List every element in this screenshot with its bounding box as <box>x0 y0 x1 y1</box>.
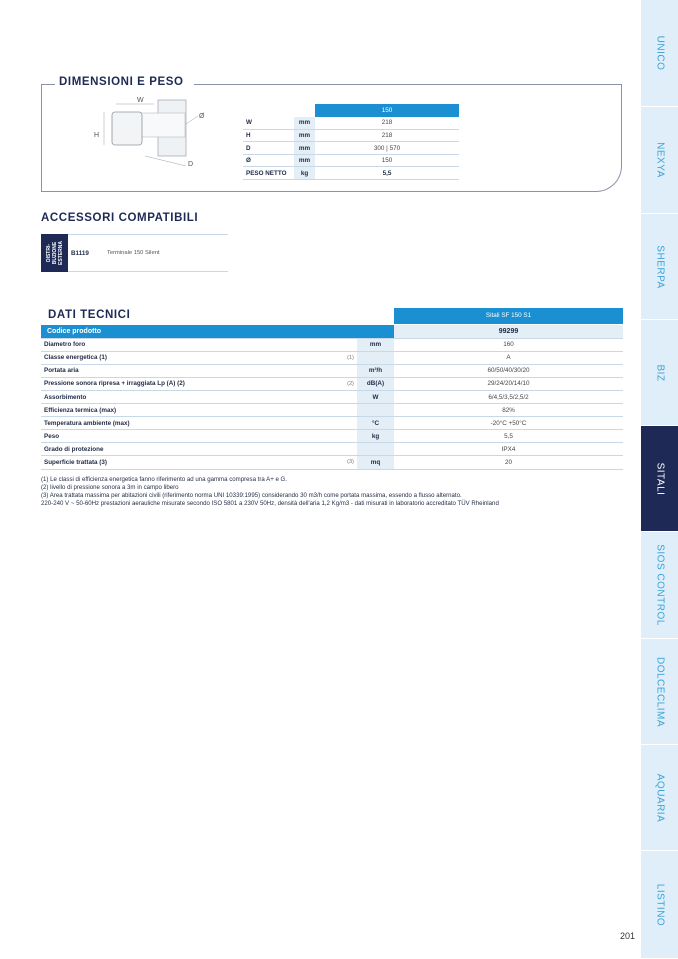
table-row: Ø mm 150 <box>243 154 459 167</box>
table-row: Portata aria m³/h 60/50/40/30/20 <box>41 364 623 377</box>
product-code-row: Codice prodotto 99299 <box>41 325 623 338</box>
frame-line <box>41 84 55 85</box>
tab-listino[interactable]: LISTINO <box>641 851 678 959</box>
technical-title: DATI TECNICI <box>48 309 131 321</box>
tab-nexya[interactable]: NEXYA <box>641 107 678 214</box>
dimensions-title: DIMENSIONI E PESO <box>59 76 184 88</box>
table-row: Efficienza termica (max) 82% <box>41 404 623 417</box>
page-number: 201 <box>620 931 636 941</box>
table-row: PESO NETTO kg 5,5 <box>243 167 459 180</box>
dimensions-column-header: 150 <box>315 104 459 117</box>
footnotes <box>41 476 621 508</box>
distribution-badge: DISTRI- BUZIONE ESTERNA <box>41 234 68 272</box>
accessory-description: Terminale 150 Silent <box>107 250 160 256</box>
table-row: Pressione sonora ripresa + irraggiata Lp (A) (2) (2) dB(A) 29/24/20/14/10 <box>41 377 623 390</box>
table-row: Classe energetica (1) (1) A <box>41 351 623 364</box>
tab-sherpa[interactable]: SHERPA <box>641 214 678 320</box>
label-w: W <box>137 97 144 104</box>
accessory-code: B1119 <box>71 250 89 257</box>
label-diameter: Ø <box>199 113 205 120</box>
table-row: H mm 218 <box>243 129 459 142</box>
tab-aquaria[interactable]: AQUARIA <box>641 745 678 851</box>
tab-sios-control[interactable]: SIOS CONTROL <box>641 532 678 639</box>
technical-table <box>41 325 623 470</box>
footnote: (3) Area trattata massima per abitazioni civili (riferimento norma UNI 10339:1995) considerando 30 m3/h come portata massima, essendo a flusso alternato. <box>41 492 462 500</box>
tab-dolceclima[interactable]: DOLCECLIMA <box>641 639 678 745</box>
frame-line <box>194 84 622 85</box>
tab-sitali[interactable]: SITALI <box>641 426 678 532</box>
table-row: Temperatura ambiente (max) °C -20°C +50°C <box>41 417 623 430</box>
table-row: Superficie trattata (3) (3) mq 20 <box>41 456 623 469</box>
table-row: Assorbimento W 6/4,5/3,5/2,5/2 <box>41 390 623 403</box>
label-h: H <box>94 132 100 139</box>
tab-unico[interactable]: UNICO <box>641 0 678 107</box>
product-dimension-drawing <box>90 94 220 174</box>
table-row: W mm 218 <box>243 117 459 130</box>
section-tab-strip <box>641 0 678 959</box>
table-row: Grado di protezione IPX4 <box>41 443 623 456</box>
label-d: D <box>188 161 194 168</box>
dimensions-table <box>243 104 459 180</box>
footnote: (2) livello di pressione sonora a 3m in campo libero <box>41 484 179 492</box>
accessories-title: ACCESSORI COMPATIBILI <box>41 212 199 224</box>
table-row: Peso kg 5,5 <box>41 430 623 443</box>
tab-biz[interactable]: BIZ <box>641 320 678 426</box>
model-header: Sitali SF 150 S1 <box>394 308 623 324</box>
footnote: (1) Le classi di efficienza energetica fanno riferimento ad una gamma compresa tra A+ e G. <box>41 476 287 483</box>
table-row: D mm 300 | 570 <box>243 142 459 155</box>
table-row: Diametro foro mm 160 <box>41 338 623 351</box>
footnote: 220-240 V ~ 50-60Hz prestazioni aerauliche misurate secondo ISO 5801 a 230V 50Hz, densità dell'aria 1,2 Kg/m3 - dati misurati in laboratorio accreditato TÜV Rheinland <box>41 500 499 508</box>
accessory-row <box>68 234 228 272</box>
